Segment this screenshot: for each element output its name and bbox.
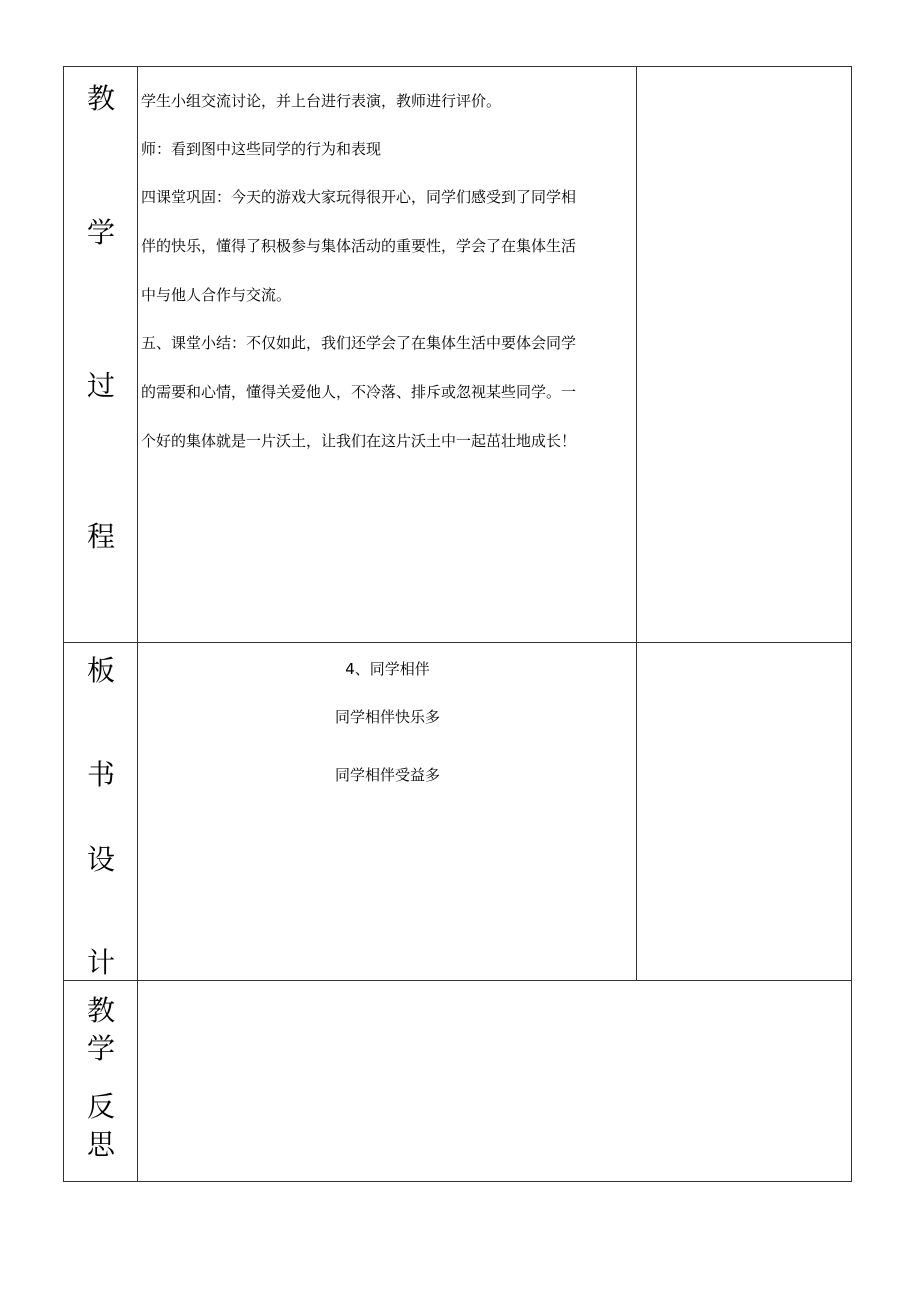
process-text-line: 中与他人合作与交流。 [141,286,292,304]
board-label-char: 板 [86,654,115,687]
board-text-line: 同学相伴受益多 [334,766,440,784]
reflection-label-char: 思 [86,1128,115,1161]
process-label-char: 过 [86,369,115,402]
row-divider [64,642,851,643]
row-divider [64,980,851,981]
reflection-label-char: 教 [86,994,115,1027]
process-text-line: 个好的集体就是一片沃土，让我们在这片沃土中一起茁壮地成长！ [141,432,577,450]
process-text-line: 学生小组交流讨论，并上台进行表演，教师进行评价。 [141,92,502,110]
process-label-char: 学 [86,216,115,249]
board-text-line: 同学相伴快乐多 [334,708,440,726]
lesson-plan-table [63,66,852,1182]
reflection-label-char: 反 [86,1090,115,1123]
board-title: 4、同学相伴 [345,660,430,678]
process-text-line: 的需要和心情，懂得关爱他人，不冷落、排斥或忽视某些同学。一 [141,383,577,401]
process-text-line: 五、课堂小结：不仅如此，我们还学会了在集体生活中要体会同学 [141,334,577,352]
notes-column-divider [636,67,637,980]
process-label-char: 教 [86,82,115,115]
reflection-label-char: 学 [86,1032,115,1065]
process-text-line: 四课堂巩固：今天的游戏大家玩得很开心，同学们感受到了同学相 [141,188,577,206]
board-label-char: 设 [86,843,115,876]
process-label-char: 程 [86,520,115,553]
board-label-char: 书 [86,758,115,791]
process-text-line: 师：看到图中这些同学的行为和表现 [141,140,382,158]
board-label-char: 计 [86,946,115,979]
process-text-line: 伴的快乐，懂得了积极参与集体活动的重要性，学会了在集体生活 [141,237,577,255]
